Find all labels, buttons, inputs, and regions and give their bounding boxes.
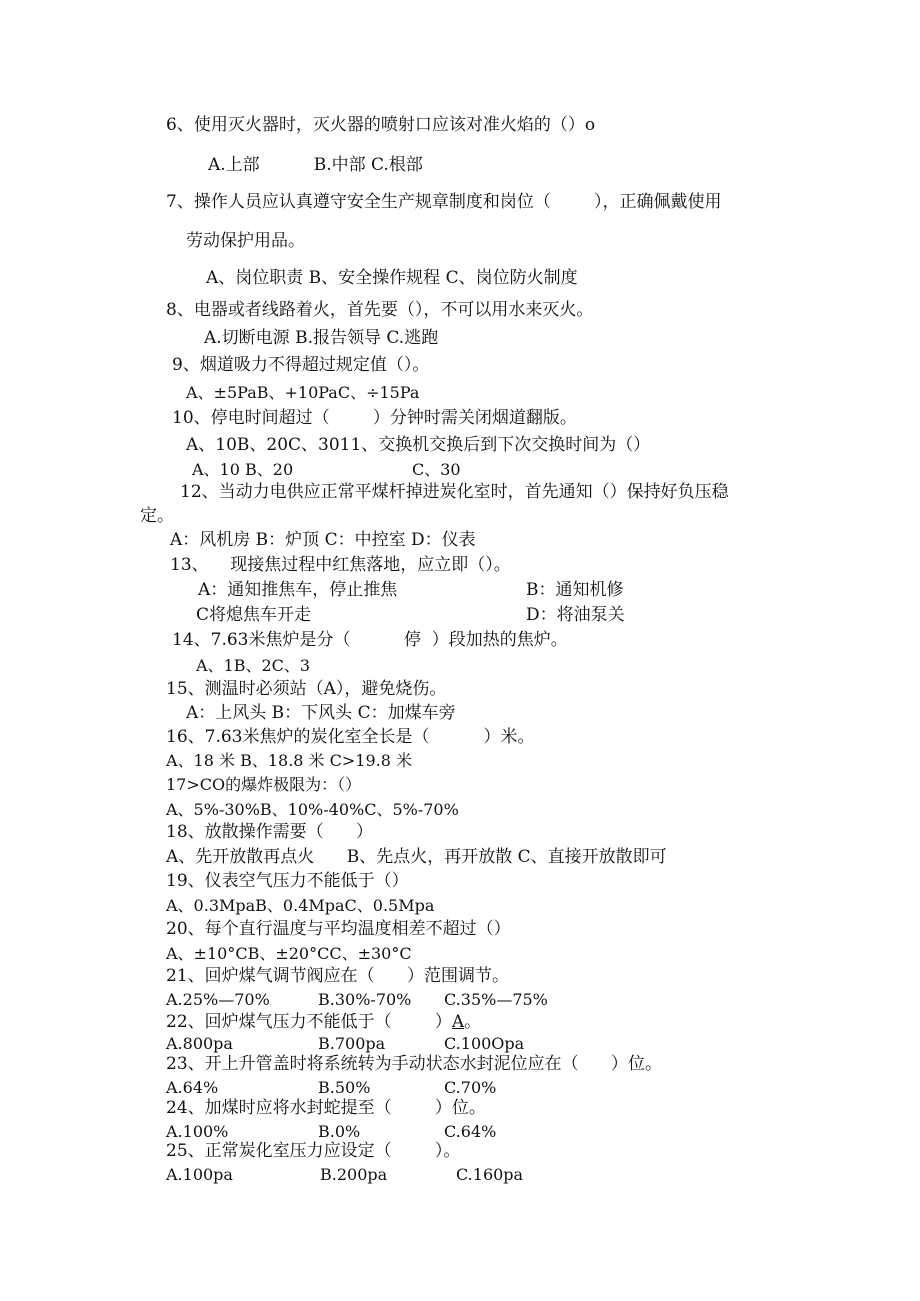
question-21-option-c: C.35%—75% (444, 990, 548, 1009)
question-17: 17>CO的爆炸极限为：（） (166, 775, 362, 794)
question-23-option-a: A.64% (166, 1078, 219, 1097)
question-6-options: A.上部 B.中部 C.根部 (208, 155, 423, 175)
question-19: 19、仪表空气压力不能低于（） (166, 871, 409, 891)
question-13: 13、 现接焦过程中红焦落地，应立即（）。 (170, 555, 511, 575)
question-20: 20、每个直行温度与平均温度相差不超过（） (166, 919, 511, 939)
question-22 (166, 1014, 481, 1031)
question-11-option-c: C、30 (412, 460, 461, 479)
question-7-continuation: 劳动保护用品。 (186, 231, 305, 251)
question-13-option-b: B：通知机修 (526, 580, 624, 600)
question-10: 10、停电时间超过（ ）分钟时需关闭烟道翻版。 (172, 408, 577, 428)
question-14: 14、7.63米焦炉是分（ (172, 630, 351, 650)
question-19-options: A、0.3MpaB、0.4MpaC、0.5Mpa (166, 896, 435, 915)
question-7: 7、操作人员应认真遵守安全生产规章制度和岗位（ ），正确佩戴使用 (166, 192, 722, 212)
question-13-option-d: D：将油泵关 (526, 605, 625, 625)
question-10-options: A、10B、20C、3011、交换机交换后到下次交换时间为（） (186, 435, 651, 455)
question-21-option-a: A.25%—70% (166, 990, 270, 1009)
question-8: 8、电器或者线路着火，首先要（），不可以用水来灭火。 (166, 300, 594, 320)
question-23-option-c: C.70% (444, 1078, 497, 1097)
question-22-option-c: C.100Opa (444, 1034, 525, 1053)
question-14-continuation: 停 ）段加热的焦炉。 (404, 630, 568, 650)
question-12-options: A：风机房 B：炉顶 C：中控室 D：仪表 (170, 530, 476, 550)
question-13-option-a: A：通知推焦车，停止推焦 (198, 580, 398, 600)
question-12: 12、当动力电供应正常平煤杆掉进炭化室时，首先通知（）保持好负压稳 (180, 482, 729, 502)
question-17-options: A、5%-30%B、10%-40%C、5%-70% (166, 800, 459, 819)
question-24-option-c: C.64% (444, 1122, 497, 1141)
question-25: 25、正常炭化室压力应设定（ ）。 (166, 1141, 461, 1161)
question-16: 16、7.63米焦炉的炭化室全长是（ ）米。 (166, 727, 535, 747)
question-6: 6、使用灭火器时，灭火器的喷射口应该对准火焰的（）o (166, 115, 596, 135)
question-18-options: A、先开放散再点火 B、先点火，再开放散 C、直接开放散即可 (166, 847, 667, 867)
question-9-options: A、±5PaB、+10PaC、÷15Pa (186, 383, 420, 402)
question-22-option-a: A.800pa (166, 1034, 233, 1053)
question-22-answer: A (451, 1012, 465, 1032)
question-24-option-a: A.100% (166, 1122, 229, 1141)
question-14-options: A、1B、2C、3 (196, 656, 311, 675)
question-24-option-b: B.0% (318, 1122, 361, 1141)
question-16-options: A、18 米 B、18.8 米 C>19.8 米 (166, 751, 413, 770)
question-22-option-b: B.700pa (318, 1034, 386, 1053)
question-23-option-b: B.50% (318, 1078, 371, 1097)
question-21: 21、回炉煤气调节阀应在（ ）范围调节。 (166, 966, 510, 986)
question-25-option-a: A.100pa (166, 1165, 233, 1184)
question-11-option-ab: A、10 B、20 (192, 460, 294, 479)
question-7-options: A、岗位职责 B、安全操作规程 C、岗位防火制度 (206, 268, 578, 288)
question-12-continuation: 定。 (140, 506, 174, 526)
question-15: 15、测温时必须站（A），避免烧伤。 (166, 679, 447, 699)
question-25-option-c: C.160pa (456, 1165, 524, 1184)
question-13-option-c: C将熄焦车开走 (196, 605, 312, 625)
question-9: 9、烟道吸力不得超过规定值（）。 (172, 355, 430, 375)
question-22-text: 22、回炉煤气压力不能低于（ ） (166, 1012, 452, 1032)
question-23: 23、开上升管盖时将系统转为手动状态水封泥位应在（ ）位。 (166, 1054, 663, 1074)
question-22-tail: 。 (464, 1012, 482, 1032)
question-20-options: A、±10°CB、±20°CC、±30°C (166, 944, 412, 963)
question-15-options: A：上风头 B：下风头 C：加煤车旁 (186, 703, 456, 723)
question-24: 24、加煤时应将水封蛇提至（ ）位。 (166, 1098, 486, 1118)
question-18: 18、放散操作需要（ ） (166, 822, 374, 842)
question-25-option-b: B.200pa (320, 1165, 388, 1184)
question-8-options: A.切断电源 B.报告领导 C.逃跑 (204, 328, 439, 348)
question-21-option-b: B.30%-70% (318, 990, 412, 1009)
